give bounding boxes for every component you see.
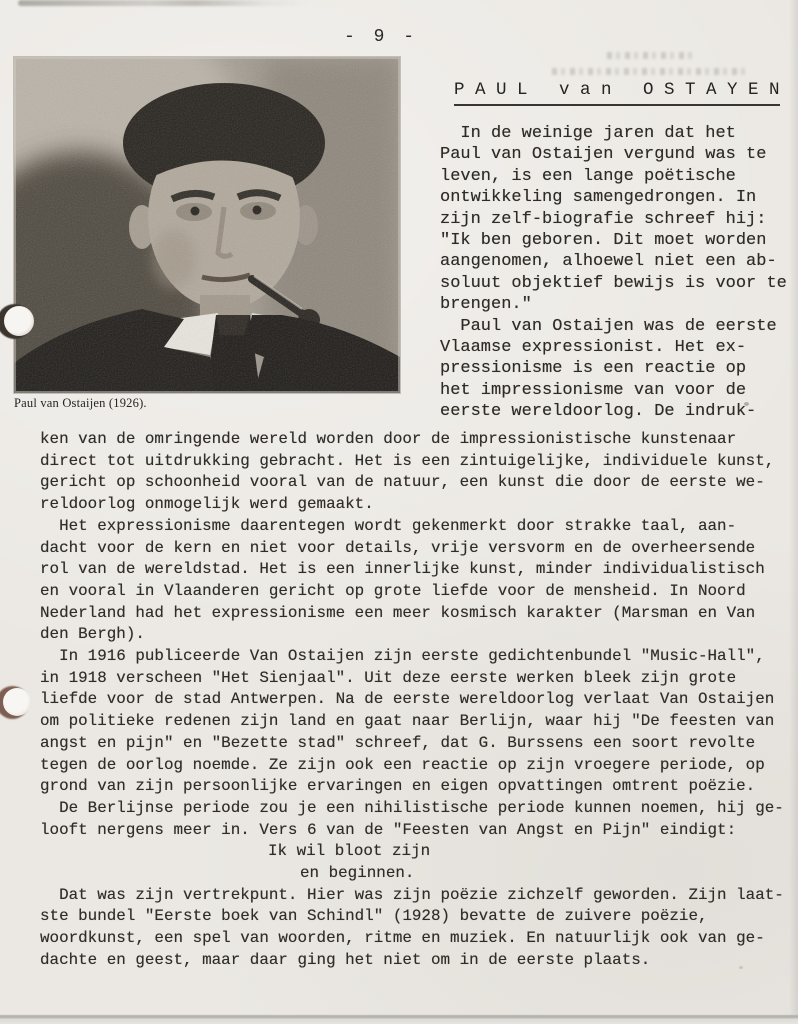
text-line: het impressionisme van voor de	[440, 380, 747, 400]
body-text	[40, 429, 784, 972]
text-line: zijn zelf-biografie schreef hij:	[440, 209, 767, 229]
scan-edge-bottom	[0, 1012, 798, 1024]
punch-hole	[0, 684, 32, 720]
scan-smudge-top	[18, 0, 310, 6]
text-line: dacht voor de kern en niet voor details, vrije versvorm en de overheersende	[40, 538, 756, 557]
text-line: tegen de oorlog noemde. Ze zijn ook een reactie op zijn vroegere periode, op	[40, 755, 765, 774]
article-title: P A U L v a n O S T A Y E N	[454, 80, 780, 106]
text-line: eerste wereldoorlog. De indruk-	[440, 402, 757, 422]
text-line: direct tot uitdrukking gebracht. Het is een zintuigelijke, individuele kunst,	[40, 451, 775, 470]
text-line: rol van de wereldstad. Het is een innerlijke kunst, minder individualistisch	[40, 560, 765, 579]
text-line: ken van de omringende wereld worden door de impressionistische kunstenaar	[40, 430, 737, 448]
text-line: in 1918 verscheen "Het Sienjaal". Uit deze eerste werken bleek zijn grote	[40, 668, 737, 687]
portrait-photo-figure	[14, 57, 400, 411]
text-line: In 1916 publiceerde Van Ostaijen zijn eerste gedichtenbundel "Music-Hall",	[40, 647, 765, 666]
text-line: grond van zijn persoonlijke ervaringen en eigen opvattingen omtrent poëzie.	[40, 777, 756, 796]
text-line: reldoorlog onmogelijk werd gemaakt.	[40, 495, 374, 514]
text-line: Het expressionisme daarentegen wordt gekenmerkt door strakke taal, aan-	[40, 516, 737, 535]
text-line: woordkunst, een spel van woorden, ritme en muziek. En natuurlijk ook van ge-	[40, 929, 765, 948]
text-line: "Ik ben geboren. Dit moet worden	[440, 231, 767, 251]
text-line: dachte en geest, maar daar ging het niet om in de eerste plaats.	[40, 950, 651, 969]
intro-column	[440, 123, 787, 423]
text-line: en vooral in Vlaanderen gericht op grote liefde voor de mensheid. In Noord	[40, 581, 746, 600]
punch-hole-paper	[4, 306, 34, 336]
paper-speck	[739, 966, 743, 969]
text-line: gericht op schoonheid vooral van de natuur, een kunst die door de eerste we-	[40, 473, 765, 492]
text-line: De Berlijnse periode zou je een nihilistische periode kunnen noemen, hij ge-	[40, 798, 784, 817]
punch-hole	[0, 303, 35, 341]
text-line: aangenomen, alhoewel niet een ab-	[440, 252, 777, 272]
text-line: looft nergens meer in. Vers 6 van de "Feesten van Angst en Pijn" eindigt:	[40, 820, 737, 839]
text-line: In de weinige jaren dat het	[440, 124, 736, 143]
ink-bleed-line	[552, 68, 747, 75]
photo-caption: Paul van Ostaijen (1926).	[14, 396, 147, 410]
verse-line: Ik wil bloot zijn	[268, 842, 431, 861]
text-line: den Bergh).	[40, 625, 145, 644]
text-line: Paul van Ostaijen was de eerste	[440, 316, 777, 336]
ink-bleed-line	[607, 52, 697, 59]
text-line: leven, is een lange poëtische	[440, 166, 736, 186]
paper-speck	[744, 402, 749, 406]
text-line: Dat was zijn vertrekpunt. Hier was zijn poëzie zichzelf geworden. Zijn laat-	[40, 885, 784, 904]
text-line: om politieke redenen zijn land en gaat naar Berlijn, waar hij "De feesten van	[40, 712, 775, 731]
scan-edge-right	[789, 0, 798, 1024]
text-line: ontwikkeling samengedrongen. In	[440, 188, 757, 208]
text-line: Paul van Ostaijen vergund was te	[440, 145, 767, 165]
text-line: pressionisme is een reactie op	[440, 359, 747, 379]
text-line: brengen."	[440, 295, 532, 315]
text-line: Vlaamse expressionist. Het ex-	[440, 338, 747, 358]
portrait-photo	[14, 57, 400, 393]
text-line: ste bundel "Eerste boek van Schindl" (1928) bevatte de zuivere poëzie,	[40, 907, 708, 926]
text-line: soluut objektief bewijs is voor te	[440, 273, 787, 293]
verse-line: en beginnen.	[300, 864, 415, 883]
text-line: liefde voor de stad Antwerpen. Na de eerste wereldoorlog verlaat Van Ostaijen	[40, 690, 775, 709]
punch-hole-paper	[3, 688, 31, 716]
page-number: - 9 -	[344, 27, 419, 47]
text-line: angst en pijn" en "Bezette stad" schreef, dat G. Burssens een soort revolte	[40, 733, 756, 752]
text-line: Nederland had het expressionisme een meer kosmisch karakter (Marsman en Van	[40, 603, 756, 622]
